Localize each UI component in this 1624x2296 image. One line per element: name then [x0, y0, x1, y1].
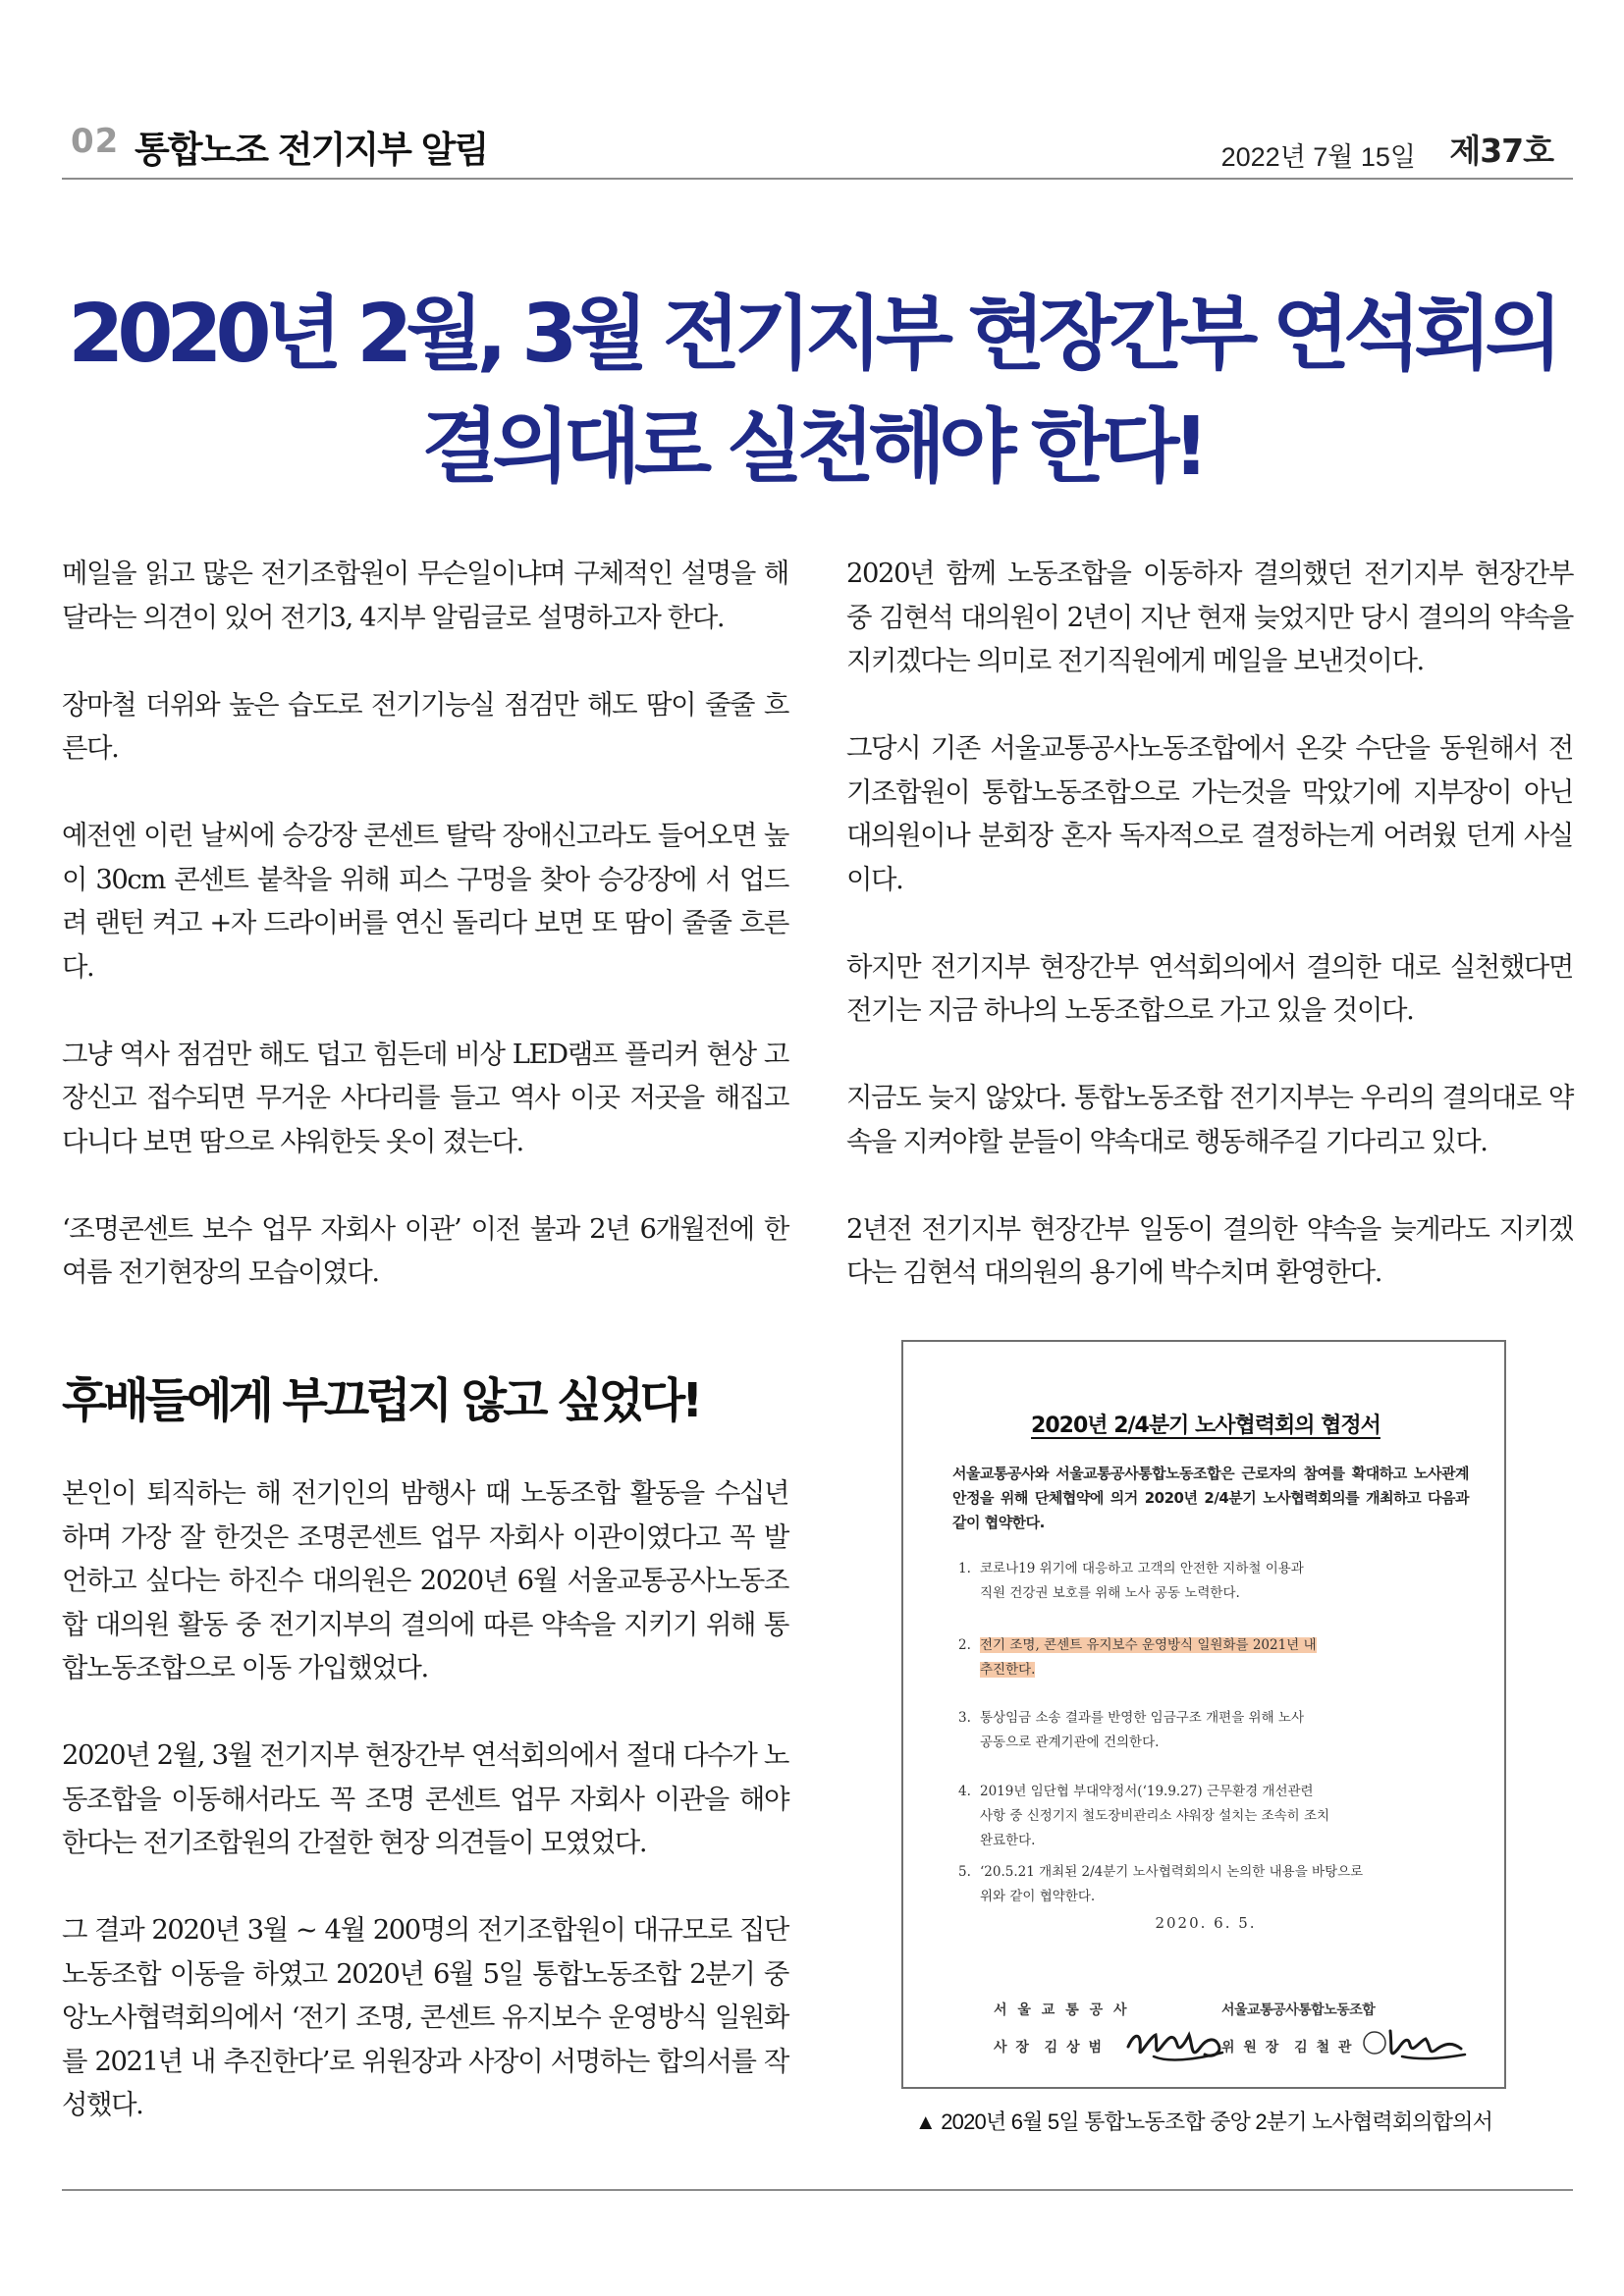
- right-column: [846, 553, 1573, 1296]
- item-number: 4.: [958, 1784, 971, 1799]
- left-column: [62, 553, 788, 1296]
- header-rule: [62, 178, 1573, 180]
- agreement-item-highlighted: [958, 1633, 1471, 1682]
- paragraph: 메일을 읽고 많은 전기조합원이 무슨일이냐며 구체적인 설명을 해달라는 의견이 있어 전기3, 4지부 알림글로 설명하고자 한다.: [62, 559, 788, 633]
- agreement-intro: 서울교통공사와 서울교통공사통합노동조합은 근로자의 참여를 확대하고 노사관계 안정을 위해 단체협약에 의거 2020년 2/4분기 노사협력회의를 개최하고 다음과 같이 협약한다.: [952, 1465, 1469, 1531]
- paragraph: 2년전 전기지부 현장간부 일동이 결의한 약속을 늦게라도 지키겠다는 김현석 대의원의 용기에 박수치며 환영한다.: [846, 1213, 1573, 1288]
- item-line: 추진한다.: [980, 1662, 1036, 1678]
- agreement-date: 2020. 6. 5.: [1155, 1914, 1257, 1932]
- subheading: 후배들에게 부끄럽지 않고 싶었다!: [62, 1373, 700, 1428]
- agreement-item: [958, 1780, 1471, 1853]
- agreement-item: [958, 1860, 1471, 1909]
- agreement-document-image: [901, 1340, 1506, 2089]
- item-number: 2.: [958, 1637, 971, 1653]
- issue-number: 제37호: [1449, 132, 1553, 170]
- footer-rule: [62, 2189, 1573, 2191]
- item-number: 3.: [958, 1710, 971, 1726]
- headline-line-1: 2020년 2월, 3월 전기지부 현장간부 연석회의: [68, 288, 1556, 381]
- paragraph: ‘조명콘센트 보수 업무 자회사 이관’ 이전 불과 2년 6개월전에 한 여름 전기현장의 모습이였다.: [62, 1213, 788, 1288]
- section-title: 통합노조 전기지부 알림: [135, 129, 488, 171]
- page-number: 02: [71, 122, 120, 161]
- item-line: 통상임금 소송 결과를 반영한 임금구조 개편을 위해 노사: [980, 1710, 1304, 1726]
- signature-right-image: [1363, 2019, 1471, 2066]
- left-column-2: [62, 1472, 788, 2128]
- item-line: 공동으로 관계기관에 건의한다.: [980, 1735, 1160, 1750]
- agreement-item: [958, 1706, 1471, 1755]
- paragraph: 그냥 역사 점검만 해도 덥고 힘든데 비상 LED램프 플리커 현상 고장신고 접수되면 무거운 사다리를 들고 역사 이곳 저곳을 해집고 다니다 보면 땀으로 샤워한듯 옷이 졌는다.: [62, 1039, 788, 1157]
- item-number: 5.: [958, 1864, 971, 1880]
- signer-right: 위 원 장 김 철 관: [1221, 2040, 1354, 2056]
- signature-left-image: [1124, 2017, 1232, 2068]
- item-line: 사항 중 신정기지 철도장비관리소 샤워장 설치는 조속히 조치: [980, 1808, 1330, 1824]
- issue-date: 2022년 7월 15일: [1220, 142, 1416, 172]
- signer-left: 사 장 김 상 범: [994, 2040, 1104, 2056]
- paragraph: 그 결과 2020년 3월 ~ 4월 200명의 전기조합원이 대규모로 집단 노동조합 이동을 하였고 2020년 6월 5일 통합노동조합 2분기 중앙노사협력회의에서 ‘전기 조명, 콘센트 유지보수 운영방식 일원화를 2021년 내 추진한다’로 위원장과 사장이 서명하는 합의서를 작성했다.: [62, 1915, 788, 2120]
- paragraph: 2020년 2월, 3월 전기지부 현장간부 연석회의에서 절대 다수가 노동조합을 이동해서라도 꼭 조명 콘센트 업무 자회사 이관을 해야 한다는 전기조합원의 간절한 현장 의견들이 모였었다.: [62, 1740, 788, 1858]
- paragraph: 2020년 함께 노동조합을 이동하자 결의했던 전기지부 현장간부 중 김현석 대의원이 2년이 지난 현재 늦었지만 당시 결의의 약속을 지키겠다는 의미로 전기직원에게 메일을 보낸것이다.: [846, 559, 1573, 676]
- item-line: 위와 같이 협약한다.: [980, 1889, 1096, 1904]
- agreement-item: [958, 1557, 1471, 1606]
- paragraph: 지금도 늦지 않았다. 통합노동조합 전기지부는 우리의 결의대로 약속을 지켜야할 분들이 약속대로 행동해주길 기다리고 있다.: [846, 1083, 1573, 1157]
- item-line: ‘20.5.21 개최된 2/4분기 노사협력회의시 논의한 내용을 바탕으로: [980, 1864, 1364, 1880]
- item-line: 코로나19 위기에 대응하고 고객의 안전한 지하철 이용과: [980, 1561, 1304, 1576]
- paragraph: 그당시 기존 서울교통공사노동조합에서 온갖 수단을 동원해서 전기조합원이 통합노동조합으로 가는것을 막았기에 지부장이 아닌 대의원이나 분회장 혼자 독자적으로 결정하는게 어려웠 던게 사실이다.: [846, 733, 1573, 895]
- item-number: 1.: [958, 1561, 971, 1576]
- paragraph: 하지만 전기지부 현장간부 연석회의에서 결의한 대로 실천했다면 전기는 지금 하나의 노동조합으로 가고 있을 것이다.: [846, 951, 1573, 1026]
- paragraph: 본인이 퇴직하는 해 전기인의 밤행사 때 노동조합 활동을 수십년 하며 가장 잘 한것은 조명콘센트 업무 자회사 이관이였다고 꼭 발언하고 싶다는 하진수 대의원은 2020년 6월 서울교통공사노동조합 대의원 활동 중 전기지부의 결의에 따른 약속을 지키기 위해 통합노동조합으로 이동 가입했었다.: [62, 1478, 788, 1683]
- agreement-title: 2020년 2/4분기 노사협력회의 협정서: [1031, 1414, 1380, 1438]
- item-line: 완료한다.: [980, 1833, 1036, 1848]
- image-caption: ▲ 2020년 6월 5일 통합노동조합 중앙 2분기 노사협력회의합의서: [914, 2109, 1493, 2134]
- item-line: 2019년 임단협 부대약정서(‘19.9.27) 근무환경 개선관련: [980, 1784, 1314, 1799]
- headline-line-2: 결의대로 실천해야 한다!: [421, 400, 1203, 494]
- item-line: 직원 건강권 보호를 위해 노사 공동 노력한다.: [980, 1585, 1240, 1601]
- paragraph: 예전엔 이런 날씨에 승강장 콘센트 탈락 장애신고라도 들어오면 높이 30cm 콘센트 붙착을 위해 피스 구멍을 찾아 승강장에 서 업드려 랜턴 켜고 +자 드라이버를 연신 돌리다 보면 또 땀이 줄줄 흐른다.: [62, 821, 788, 983]
- org-right: 서울교통공사통합노동조합: [1221, 2002, 1376, 2018]
- paragraph: 장마철 더위와 높은 습도로 전기기능실 점검만 해도 땀이 줄줄 흐른다.: [62, 689, 788, 764]
- org-left: 서 울 교 통 공 사: [994, 2002, 1130, 2018]
- item-line: 전기 조명, 콘센트 유지보수 운영방식 일원화를 2021년 내: [980, 1637, 1317, 1653]
